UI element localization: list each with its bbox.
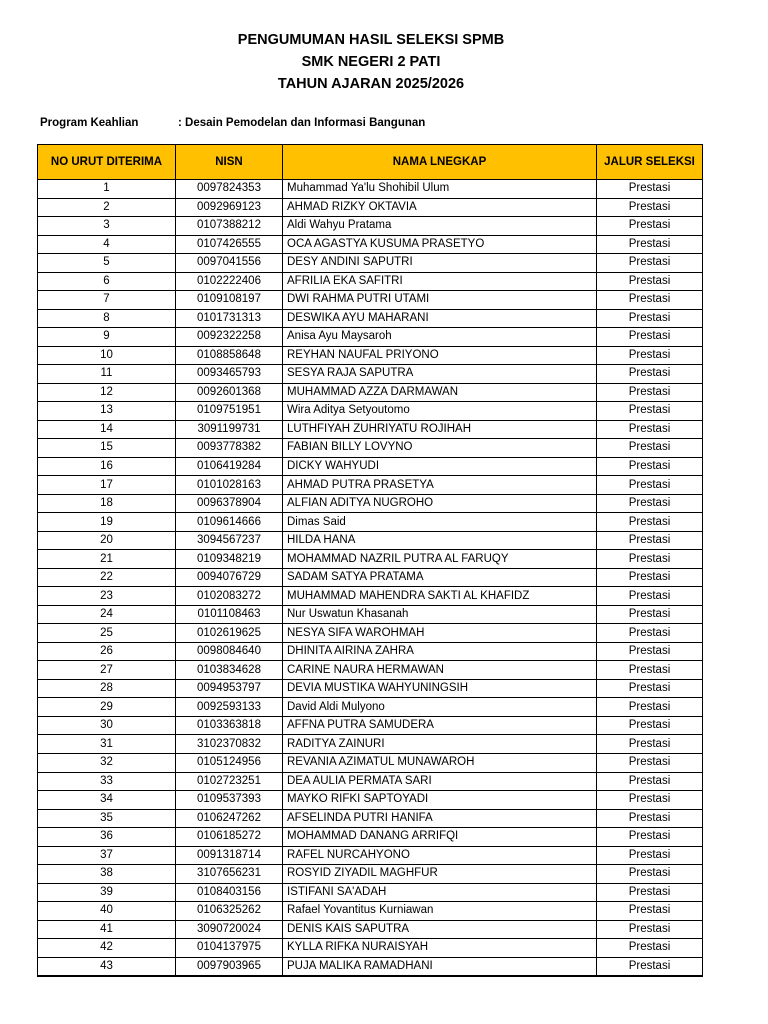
cell-nisn: 0101028163	[176, 476, 283, 495]
table-row	[38, 291, 703, 310]
cell-nisn: 0093465793	[176, 365, 283, 384]
table-row	[38, 939, 703, 958]
cell-no: 18	[38, 494, 176, 513]
cell-no: 3	[38, 217, 176, 236]
table-row	[38, 846, 703, 865]
table-row	[38, 217, 703, 236]
cell-no: 42	[38, 939, 176, 958]
cell-jalur: Prestasi	[597, 494, 703, 513]
cell-no: 24	[38, 605, 176, 624]
cell-jalur: Prestasi	[597, 624, 703, 643]
cell-no: 13	[38, 402, 176, 421]
table-row	[38, 328, 703, 347]
cell-name: DENIS KAIS SAPUTRA	[283, 920, 597, 939]
cell-jalur: Prestasi	[597, 439, 703, 458]
cell-no: 40	[38, 902, 176, 921]
table-row	[38, 605, 703, 624]
cell-name: MOHAMMAD DANANG ARRIFQI	[283, 828, 597, 847]
cell-no: 43	[38, 957, 176, 976]
cell-name: DICKY WAHYUDI	[283, 457, 597, 476]
cell-name: DWI RAHMA PUTRI UTAMI	[283, 291, 597, 310]
table-row	[38, 809, 703, 828]
cell-jalur: Prestasi	[597, 531, 703, 550]
cell-jalur: Prestasi	[597, 309, 703, 328]
cell-no: 37	[38, 846, 176, 865]
cell-name: KYLLA RIFKA NURAISYAH	[283, 939, 597, 958]
header-nisn: NISN	[176, 145, 283, 180]
cell-nisn: 0105124956	[176, 753, 283, 772]
table-row	[38, 457, 703, 476]
cell-name: David Aldi Mulyono	[283, 698, 597, 717]
cell-nisn: 3091199731	[176, 420, 283, 439]
title-announcement: PENGUMUMAN HASIL SELEKSI SPMB	[237, 32, 505, 48]
cell-jalur: Prestasi	[597, 902, 703, 921]
cell-jalur: Prestasi	[597, 291, 703, 310]
title-school: SMK NEGERI 2 PATI	[301, 54, 441, 70]
cell-name: SADAM SATYA PRATAMA	[283, 568, 597, 587]
cell-nisn: 0092322258	[176, 328, 283, 347]
cell-name: DEA AULIA PERMATA SARI	[283, 772, 597, 791]
cell-jalur: Prestasi	[597, 698, 703, 717]
cell-nisn: 0093778382	[176, 439, 283, 458]
cell-nisn: 0106247262	[176, 809, 283, 828]
table-row	[38, 346, 703, 365]
cell-name: MUHAMMAD AZZA DARMAWAN	[283, 383, 597, 402]
cell-nisn: 0101108463	[176, 605, 283, 624]
cell-jalur: Prestasi	[597, 365, 703, 384]
cell-no: 6	[38, 272, 176, 291]
cell-jalur: Prestasi	[597, 346, 703, 365]
cell-no: 2	[38, 198, 176, 217]
cell-no: 16	[38, 457, 176, 476]
cell-name: ALFIAN ADITYA NUGROHO	[283, 494, 597, 513]
table-row	[38, 828, 703, 847]
cell-jalur: Prestasi	[597, 939, 703, 958]
table-row	[38, 587, 703, 606]
table-row	[38, 624, 703, 643]
cell-jalur: Prestasi	[597, 550, 703, 569]
cell-name: MAYKO RIFKI SAPTOYADI	[283, 791, 597, 810]
cell-nisn: 0101731313	[176, 309, 283, 328]
program-value: : Desain Pemodelan dan Informasi Bangunan	[178, 117, 426, 129]
cell-name: ISTIFANI SA'ADAH	[283, 883, 597, 902]
cell-no: 27	[38, 661, 176, 680]
table-row	[38, 365, 703, 384]
cell-jalur: Prestasi	[597, 642, 703, 661]
table-row	[38, 772, 703, 791]
cell-jalur: Prestasi	[597, 513, 703, 532]
cell-jalur: Prestasi	[597, 865, 703, 884]
table-row	[38, 272, 703, 291]
cell-nisn: 0102083272	[176, 587, 283, 606]
cell-name: MOHAMMAD NAZRIL PUTRA AL FARUQY	[283, 550, 597, 569]
cell-jalur: Prestasi	[597, 383, 703, 402]
cell-nisn: 0091318714	[176, 846, 283, 865]
cell-nisn: 0109537393	[176, 791, 283, 810]
cell-nisn: 3107656231	[176, 865, 283, 884]
cell-nisn: 0097824353	[176, 180, 283, 199]
table-row	[38, 180, 703, 199]
cell-nisn: 0107426555	[176, 235, 283, 254]
cell-jalur: Prestasi	[597, 420, 703, 439]
table-row	[38, 420, 703, 439]
cell-name: AFSELINDA PUTRI HANIFA	[283, 809, 597, 828]
table-row	[38, 309, 703, 328]
table-row	[38, 957, 703, 976]
cell-no: 20	[38, 531, 176, 550]
cell-nisn: 0092593133	[176, 698, 283, 717]
cell-name: Wira Aditya Setyoutomo	[283, 402, 597, 421]
cell-name: DESY ANDINI SAPUTRI	[283, 254, 597, 273]
cell-name: Anisa Ayu Maysaroh	[283, 328, 597, 347]
cell-no: 34	[38, 791, 176, 810]
cell-jalur: Prestasi	[597, 735, 703, 754]
cell-name: NESYA SIFA WAROHMAH	[283, 624, 597, 643]
table-row	[38, 716, 703, 735]
table-row	[38, 568, 703, 587]
cell-name: Rafael Yovantitus Kurniawan	[283, 902, 597, 921]
cell-no: 17	[38, 476, 176, 495]
cell-no: 8	[38, 309, 176, 328]
table-row	[38, 198, 703, 217]
cell-jalur: Prestasi	[597, 809, 703, 828]
cell-no: 9	[38, 328, 176, 347]
cell-jalur: Prestasi	[597, 716, 703, 735]
cell-nisn: 0106325262	[176, 902, 283, 921]
cell-jalur: Prestasi	[597, 254, 703, 273]
cell-nisn: 0107388212	[176, 217, 283, 236]
cell-nisn: 0092601368	[176, 383, 283, 402]
cell-name: REYHAN NAUFAL PRIYONO	[283, 346, 597, 365]
cell-name: OCA AGASTYA KUSUMA PRASETYO	[283, 235, 597, 254]
cell-name: DESWIKA AYU MAHARANI	[283, 309, 597, 328]
cell-no: 28	[38, 679, 176, 698]
cell-jalur: Prestasi	[597, 957, 703, 976]
cell-jalur: Prestasi	[597, 772, 703, 791]
cell-no: 14	[38, 420, 176, 439]
cell-name: RAFEL NURCAHYONO	[283, 846, 597, 865]
cell-no: 12	[38, 383, 176, 402]
cell-jalur: Prestasi	[597, 476, 703, 495]
cell-nisn: 0104137975	[176, 939, 283, 958]
cell-jalur: Prestasi	[597, 217, 703, 236]
cell-nisn: 3102370832	[176, 735, 283, 754]
cell-nisn: 3090720024	[176, 920, 283, 939]
cell-nisn: 0108403156	[176, 883, 283, 902]
table-header-row	[38, 145, 703, 180]
cell-jalur: Prestasi	[597, 328, 703, 347]
cell-nisn: 0102619625	[176, 624, 283, 643]
cell-no: 21	[38, 550, 176, 569]
cell-name: CARINE NAURA HERMAWAN	[283, 661, 597, 680]
cell-jalur: Prestasi	[597, 679, 703, 698]
cell-nisn: 0097041556	[176, 254, 283, 273]
table-row	[38, 402, 703, 421]
table-row	[38, 439, 703, 458]
table-row	[38, 902, 703, 921]
cell-nisn: 0097903965	[176, 957, 283, 976]
cell-name: DEVIA MUSTIKA WAHYUNINGSIH	[283, 679, 597, 698]
table-row	[38, 550, 703, 569]
cell-name: RADITYA ZAINURI	[283, 735, 597, 754]
cell-jalur: Prestasi	[597, 180, 703, 199]
cell-name: ROSYID ZIYADIL MAGHFUR	[283, 865, 597, 884]
cell-jalur: Prestasi	[597, 568, 703, 587]
cell-nisn: 0103834628	[176, 661, 283, 680]
cell-name: SESYA RAJA SAPUTRA	[283, 365, 597, 384]
table-row	[38, 476, 703, 495]
cell-no: 10	[38, 346, 176, 365]
cell-no: 11	[38, 365, 176, 384]
table-row	[38, 679, 703, 698]
header-jalur: JALUR SELEKSI	[597, 145, 703, 180]
cell-jalur: Prestasi	[597, 235, 703, 254]
cell-no: 22	[38, 568, 176, 587]
title-academic-year: TAHUN AJARAN 2025/2026	[277, 76, 465, 92]
cell-jalur: Prestasi	[597, 587, 703, 606]
cell-jalur: Prestasi	[597, 272, 703, 291]
cell-jalur: Prestasi	[597, 920, 703, 939]
table-row	[38, 735, 703, 754]
cell-no: 32	[38, 753, 176, 772]
header-no-urut: NO URUT DITERIMA	[38, 145, 176, 180]
cell-no: 7	[38, 291, 176, 310]
cell-nisn: 0096378904	[176, 494, 283, 513]
program-info	[40, 117, 425, 129]
header-nama: NAMA LNEGKAP	[283, 145, 597, 180]
cell-jalur: Prestasi	[597, 661, 703, 680]
cell-no: 35	[38, 809, 176, 828]
cell-no: 1	[38, 180, 176, 199]
cell-no: 19	[38, 513, 176, 532]
cell-no: 41	[38, 920, 176, 939]
cell-name: AHMAD RIZKY OKTAVIA	[283, 198, 597, 217]
cell-name: HILDA HANA	[283, 531, 597, 550]
table-row	[38, 642, 703, 661]
cell-nisn: 0109108197	[176, 291, 283, 310]
cell-name: MUHAMMAD MAHENDRA SAKTI AL KHAFIDZ	[283, 587, 597, 606]
cell-no: 29	[38, 698, 176, 717]
cell-no: 5	[38, 254, 176, 273]
table-row	[38, 235, 703, 254]
table-row	[38, 513, 703, 532]
table-row	[38, 883, 703, 902]
cell-nisn: 0109751951	[176, 402, 283, 421]
cell-no: 31	[38, 735, 176, 754]
cell-no: 30	[38, 716, 176, 735]
document-title	[0, 29, 742, 95]
table-row	[38, 661, 703, 680]
cell-nisn: 0109614666	[176, 513, 283, 532]
cell-jalur: Prestasi	[597, 883, 703, 902]
cell-nisn: 0109348219	[176, 550, 283, 569]
cell-no: 23	[38, 587, 176, 606]
cell-nisn: 0102222406	[176, 272, 283, 291]
cell-nisn: 0098084640	[176, 642, 283, 661]
table-row	[38, 753, 703, 772]
table-row	[38, 791, 703, 810]
cell-nisn: 3094567237	[176, 531, 283, 550]
cell-name: AHMAD PUTRA PRASETYA	[283, 476, 597, 495]
program-label: Program Keahlian	[40, 117, 139, 129]
cell-no: 36	[38, 828, 176, 847]
cell-no: 26	[38, 642, 176, 661]
cell-no: 38	[38, 865, 176, 884]
cell-name: REVANIA AZIMATUL MUNAWAROH	[283, 753, 597, 772]
cell-name: Aldi Wahyu Pratama	[283, 217, 597, 236]
cell-nisn: 0103363818	[176, 716, 283, 735]
cell-no: 39	[38, 883, 176, 902]
table-row	[38, 698, 703, 717]
cell-name: Muhammad Ya'lu Shohibil Ulum	[283, 180, 597, 199]
cell-no: 25	[38, 624, 176, 643]
cell-name: FABIAN BILLY LOVYNO	[283, 439, 597, 458]
cell-name: LUTHFIYAH ZUHRIYATU ROJIHAH	[283, 420, 597, 439]
cell-jalur: Prestasi	[597, 846, 703, 865]
table-row	[38, 531, 703, 550]
cell-jalur: Prestasi	[597, 605, 703, 624]
cell-name: DHINITA AIRINA ZAHRA	[283, 642, 597, 661]
cell-name: Dimas Said	[283, 513, 597, 532]
cell-name: AFFNA PUTRA SAMUDERA	[283, 716, 597, 735]
cell-no: 15	[38, 439, 176, 458]
table-row	[38, 920, 703, 939]
cell-name: PUJA MALIKA RAMADHANI	[283, 957, 597, 976]
cell-nisn: 0102723251	[176, 772, 283, 791]
cell-name: AFRILIA EKA SAFITRI	[283, 272, 597, 291]
cell-nisn: 0106419284	[176, 457, 283, 476]
table-body	[38, 180, 703, 977]
cell-jalur: Prestasi	[597, 198, 703, 217]
cell-name: Nur Uswatun Khasanah	[283, 605, 597, 624]
cell-nisn: 0094953797	[176, 679, 283, 698]
table-row	[38, 383, 703, 402]
cell-jalur: Prestasi	[597, 828, 703, 847]
table-row	[38, 494, 703, 513]
cell-no: 4	[38, 235, 176, 254]
cell-jalur: Prestasi	[597, 457, 703, 476]
cell-jalur: Prestasi	[597, 791, 703, 810]
table-row	[38, 865, 703, 884]
cell-nisn: 0108858648	[176, 346, 283, 365]
table-row	[38, 254, 703, 273]
cell-nisn: 0092969123	[176, 198, 283, 217]
cell-nisn: 0094076729	[176, 568, 283, 587]
cell-jalur: Prestasi	[597, 402, 703, 421]
cell-jalur: Prestasi	[597, 753, 703, 772]
results-table	[37, 144, 703, 977]
cell-nisn: 0106185272	[176, 828, 283, 847]
cell-no: 33	[38, 772, 176, 791]
